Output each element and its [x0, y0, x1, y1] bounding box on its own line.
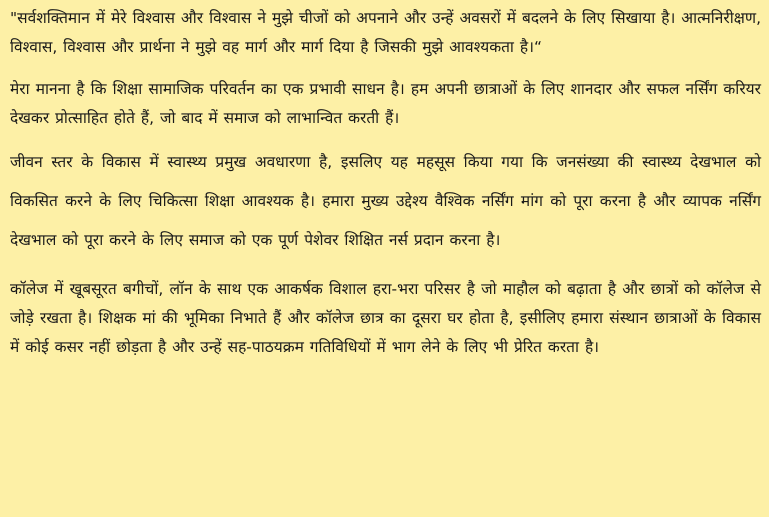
- campus-paragraph: कॉलेज में खूबसूरत बगीचों, लॉन के साथ एक आकर्षक विशाल हरा-भरा परिसर है जो माहौल को बढ़ाता है और छात्रों को कॉलेज से जोड़े रखता है। शिक्षक मां की भूमिका निभाते हैं और कॉलेज छात्र का दूसरा घर होता है, इसीलिए हमारा संस्थान छात्राओं के विकास में कोई कसर नहीं छोड़ता है और उन्हें सह-पाठयक्रम गतिविधियों में भाग लेने के लिए भी प्रेरित करता है।: [10, 280, 761, 356]
- health-objective-paragraph: जीवन स्तर के विकास में स्वास्थ्य प्रमुख अवधारणा है, इसलिए यह महसूस किया गया कि जनसंख्या की स्वास्थ्य देखभाल को विकसित करने के लिए चिकित्सा शिक्षा आवश्यक है। हमारा मुख्य उद्देश्य वैश्विक नर्सिंग मांग को पूरा करना है और व्यापक नर्सिंग देखभाल को पूरा करने के लिए समाज को एक पूर्ण पेशेवर शिक्षित नर्स प्रदान करना है।: [10, 153, 761, 249]
- belief-paragraph: मेरा मानना है कि शिक्षा सामाजिक परिवर्तन का एक प्रभावी साधन है। हम अपनी छात्राओं के लिए शानदार और सफल नर्सिंग करियर देखकर प्रोत्साहित होते हैं, जो बाद में समाज को लाभान्वित करती हैं।: [10, 80, 761, 127]
- quote-paragraph: "सर्वशक्तिमान में मेरे विश्वास और विश्वास ने मुझे चीजों को अपनाने और उन्हें अवसरों में बदलने के लिए सिखाया है। आत्मनिरीक्षण, विश्वास, विश्वास और प्रार्थना ने मुझे वह मार्ग और मार्ग दिया है जिसकी मुझे आवश्यकता है।“: [10, 9, 761, 56]
